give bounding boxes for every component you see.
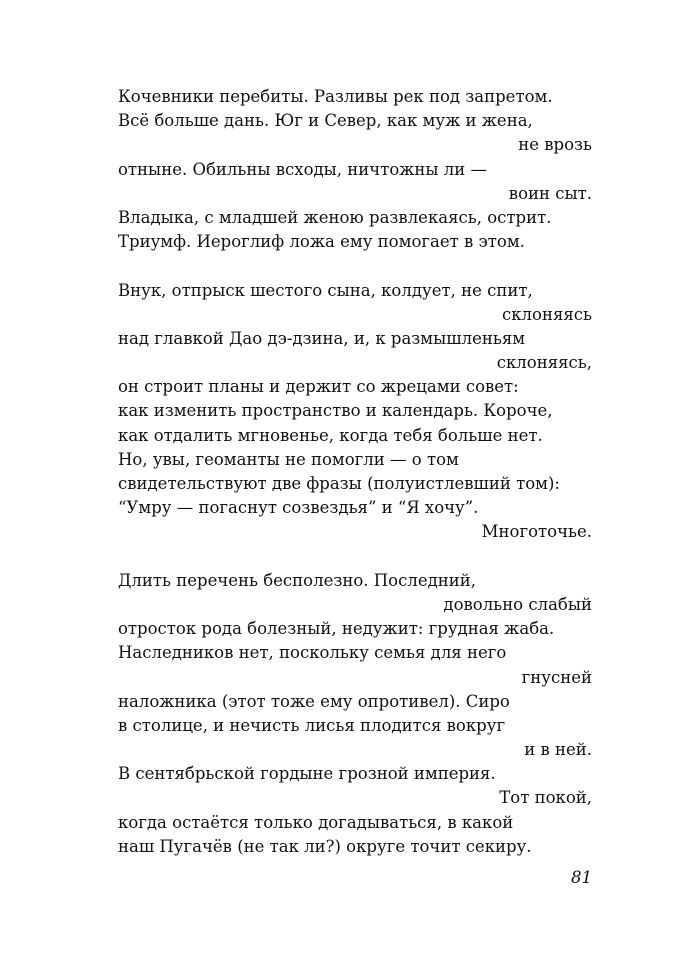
stanza	[118, 279, 592, 545]
poem-line: и в ней.	[524, 740, 592, 760]
poem-line: Владыка, с младшей женою развлекаясь, острит.	[118, 207, 552, 227]
poem-line: Но, увы, геоманты не помогли — о том	[118, 449, 459, 469]
poem-line: наш Пугачёв (не так ли?) округе точит секиру.	[118, 836, 532, 856]
poem-line: В сентябрьской гордыне грозной империя.	[118, 764, 496, 784]
poem-line: воин сыт.	[508, 183, 592, 203]
poem-line: отныне. Обильны всходы, ничтожны ли —	[118, 159, 488, 179]
poem-line: довольно слабый	[443, 594, 592, 614]
poem-line: склоняясь	[501, 304, 592, 324]
poem-line: не врозь	[518, 135, 592, 155]
stanza	[118, 569, 592, 859]
poem-line: в столице, и нечисть лисья плодится вокруг	[118, 715, 506, 735]
poem-line: он строит планы и держит со жрецами совет:	[118, 377, 519, 397]
stanza	[118, 85, 592, 254]
poem-line: Тот покой,	[499, 788, 592, 808]
page-number: 81	[571, 868, 592, 887]
poem-line: Наследников нет, поскольку семья для него	[118, 643, 507, 663]
poem-line: Внук, отпрыск шестого сына, колдует, не спит,	[118, 280, 533, 300]
poem-line: Всё больше дань. Юг и Север, как муж и жена,	[118, 111, 533, 131]
poem-line: Триумф. Иероглиф ложа ему помогает в этом.	[118, 232, 525, 252]
poem-text	[118, 85, 592, 883]
poem-line: свидетельствуют две фразы (полуистлевший том):	[118, 474, 560, 493]
poem-line: “Умру — погаснут созвездья” и “Я хочу”.	[118, 498, 479, 518]
poem-line: гнусней	[521, 667, 592, 687]
poem-line: склоняясь,	[496, 353, 592, 373]
poem-line: Длить перечень бесполезно. Последний,	[118, 570, 476, 590]
poem-line: над главкой Дао дэ-дзина, и, к размышленьям	[118, 328, 526, 348]
poem-line: наложника (этот тоже ему опротивел). Сиро	[118, 691, 510, 711]
poem-line: отросток рода болезный, недужит: грудная жаба.	[118, 619, 555, 639]
poem-line: Многоточье.	[481, 522, 592, 542]
poem-line: Кочевники перебиты. Разливы рек под запретом.	[118, 87, 553, 106]
poem-line: как отдалить мгновенье, когда тебя больше нет.	[118, 425, 543, 445]
poem-line: когда остаётся только догадываться, в какой	[118, 812, 514, 832]
poem-line: как изменить пространство и календарь. Короче,	[118, 401, 553, 421]
